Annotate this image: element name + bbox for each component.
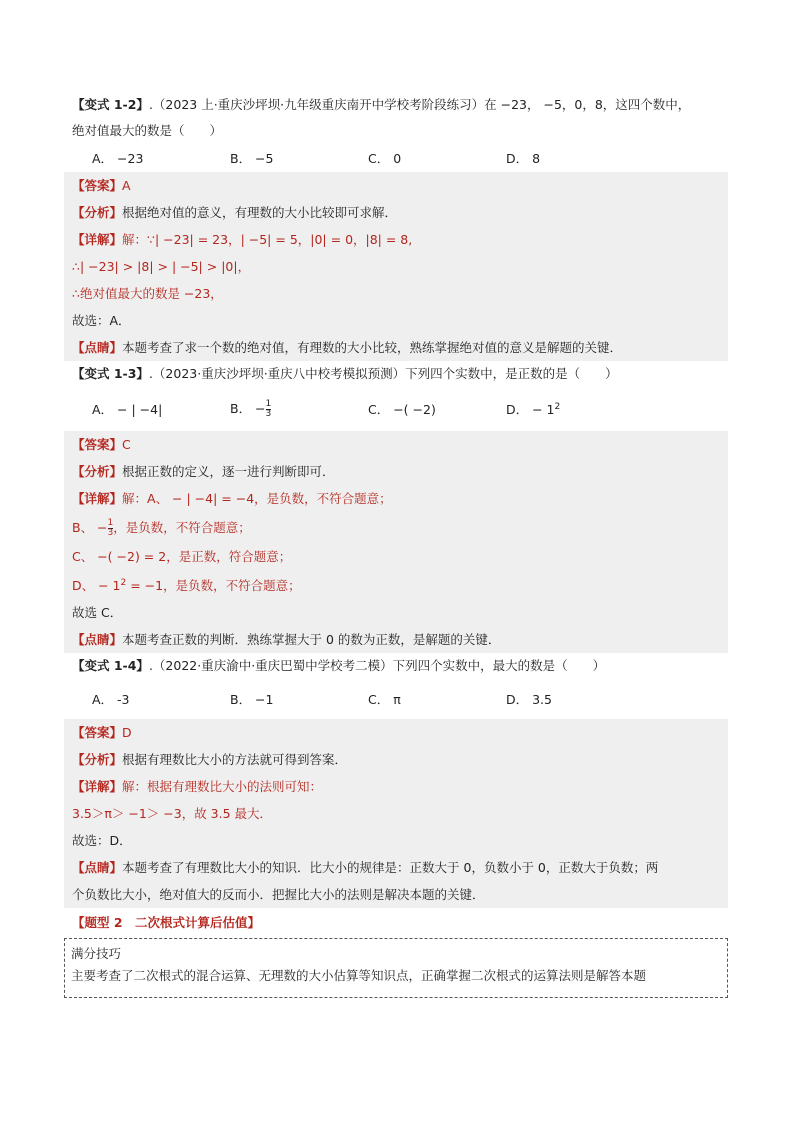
detail-line: 故选：A．	[64, 307, 728, 334]
question-stem: .（2023 上·重庆沙坪坝·九年级重庆南开中学校考阶段练习）在 −23， −5，0，8，这四个数中，	[148, 97, 691, 112]
analysis-text: 根据有理数比大小的方法就可得到答案．	[122, 752, 348, 768]
numerator: 1	[265, 399, 272, 409]
fraction	[266, 400, 272, 419]
answer-tag: 【答案】	[72, 178, 123, 193]
comment-text: 本题考查了求一个数的绝对值，有理数的大小比较，熟练掌握绝对值的意义是解题的关键．	[122, 340, 623, 355]
comment-line	[64, 626, 728, 653]
question-stem-line2: 绝对值最大的数是（ ）	[72, 123, 223, 138]
detail-text: 解：根据有理数比大小的法则可知：	[122, 779, 323, 795]
comment-line: 个负数比大小，绝对值大的反而小．把握比大小的法则是解决本题的关键．	[64, 881, 728, 908]
comment-tag: 【点睛】	[72, 860, 123, 876]
option-c: C． −( −2)	[368, 402, 436, 417]
option-d	[506, 400, 644, 418]
answer-tag: 【答案】	[72, 725, 123, 741]
options-row	[64, 387, 728, 431]
analysis-tag: 【分析】	[72, 464, 123, 479]
detail-tag: 【详解】	[72, 779, 123, 795]
detail-line: 故选 C．	[64, 599, 728, 626]
question-1-3	[64, 361, 728, 387]
detail-prefix: B、 −	[72, 520, 108, 535]
detail-line: ∴绝对值最大的数是 −23，	[64, 280, 728, 307]
section-heading: 【题型 2 二次根式计算后估值】	[72, 915, 261, 931]
option-c: C． π	[368, 692, 401, 708]
detail-line: C、 −( −2) = 2，是正数，符合题意；	[64, 543, 728, 570]
answer-value: C	[122, 437, 131, 452]
analysis-line	[64, 458, 728, 485]
question-stem: .（2023·重庆沙坪坝·重庆八中校考模拟预测）下列四个实数中，是正数的是（ ）	[148, 366, 618, 381]
answer-line	[64, 719, 728, 746]
answer-tag: 【答案】	[72, 437, 123, 452]
denominator: 3	[265, 409, 272, 419]
option-a: A． − | −4|	[92, 402, 163, 417]
option-b: B． −5	[230, 151, 274, 166]
detail-line	[64, 485, 728, 512]
comment-tag: 【点睛】	[72, 632, 123, 648]
comment-line	[64, 854, 728, 881]
comment-tag: 【点睛】	[72, 340, 123, 355]
denominator: 3	[107, 528, 114, 538]
question-stem: .（2022·重庆渝中·重庆巴蜀中学校考二模）下列四个实数中，最大的数是（ ）	[148, 658, 606, 674]
detail-line: 3.5＞π＞ −1＞ −3，故 3.5 最大．	[64, 800, 728, 827]
comment-line	[64, 334, 728, 361]
tips-text: 主要考查了二次根式的混合运算、无理数的大小估算等知识点，正确掌握二次根式的运算法则是解答本题	[71, 968, 647, 984]
option-a: A． -3	[92, 692, 130, 708]
detail-text: 解：A、 − | −4| = −4，是负数，不符合题意；	[122, 491, 392, 506]
question-title: 【变式 1-3】	[72, 366, 149, 381]
option-b-sign: B． −	[230, 401, 266, 416]
options-row	[64, 144, 728, 172]
analysis-text: 根据正数的定义，逐一进行判断即可．	[122, 464, 335, 479]
answer-value: A	[122, 178, 131, 193]
comment-text: 本题考查了有理数比大小的知识．比大小的规律是：正数大于 0，负数小于 0，正数大于负数；两	[122, 860, 659, 876]
option-d: D． 8	[506, 151, 541, 166]
option-b: B． −1	[230, 692, 274, 708]
options-row	[64, 679, 728, 719]
detail-suffix: = −1，是负数，不符合题意；	[126, 578, 301, 594]
tips-title: 满分技巧	[71, 946, 122, 962]
detail-tag: 【详解】	[72, 232, 123, 247]
analysis-text: 根据绝对值的意义，有理数的大小比较即可求解．	[122, 205, 398, 220]
option-c: C． 0	[368, 151, 402, 166]
answer-line	[64, 172, 728, 199]
analysis-tag: 【分析】	[72, 752, 123, 768]
question-title: 【变式 1-2】	[72, 97, 149, 112]
detail-line	[64, 570, 728, 599]
detail-line	[64, 773, 728, 800]
detail-line: 故选：D．	[64, 827, 728, 854]
detail-tag: 【详解】	[72, 491, 123, 506]
numerator: 1	[107, 518, 114, 528]
analysis-line	[64, 199, 728, 226]
question-1-4	[64, 653, 728, 679]
tips-box	[64, 938, 728, 998]
document-page	[64, 92, 728, 998]
detail-line: ∴| −23| > |8| > | −5| > |0|，	[64, 253, 728, 280]
analysis-tag: 【分析】	[72, 205, 123, 220]
exponent: 2	[120, 578, 127, 588]
option-d-base: D． − 1	[506, 402, 555, 417]
detail-line	[64, 512, 728, 543]
exponent: 2	[554, 401, 561, 412]
analysis-line	[64, 746, 728, 773]
detail-suffix: ，是负数，不符合题意；	[113, 520, 251, 535]
option-d: D． 3.5	[506, 692, 552, 708]
detail-prefix: D、 − 1	[72, 578, 121, 594]
answer-line	[64, 431, 728, 458]
comment-text: 本题考查正数的判断．熟练掌握大于 0 的数为正数，是解题的关键．	[122, 632, 501, 648]
option-a: A． −23	[92, 151, 144, 166]
detail-line	[64, 226, 728, 253]
question-title: 【变式 1-4】	[72, 658, 149, 674]
option-b	[230, 399, 368, 419]
detail-text: 解：∵| −23| = 23，| −5| = 5，|0| = 0，|8| = 8,	[122, 232, 413, 247]
answer-value: D	[122, 725, 132, 741]
question-1-2	[64, 92, 728, 118]
